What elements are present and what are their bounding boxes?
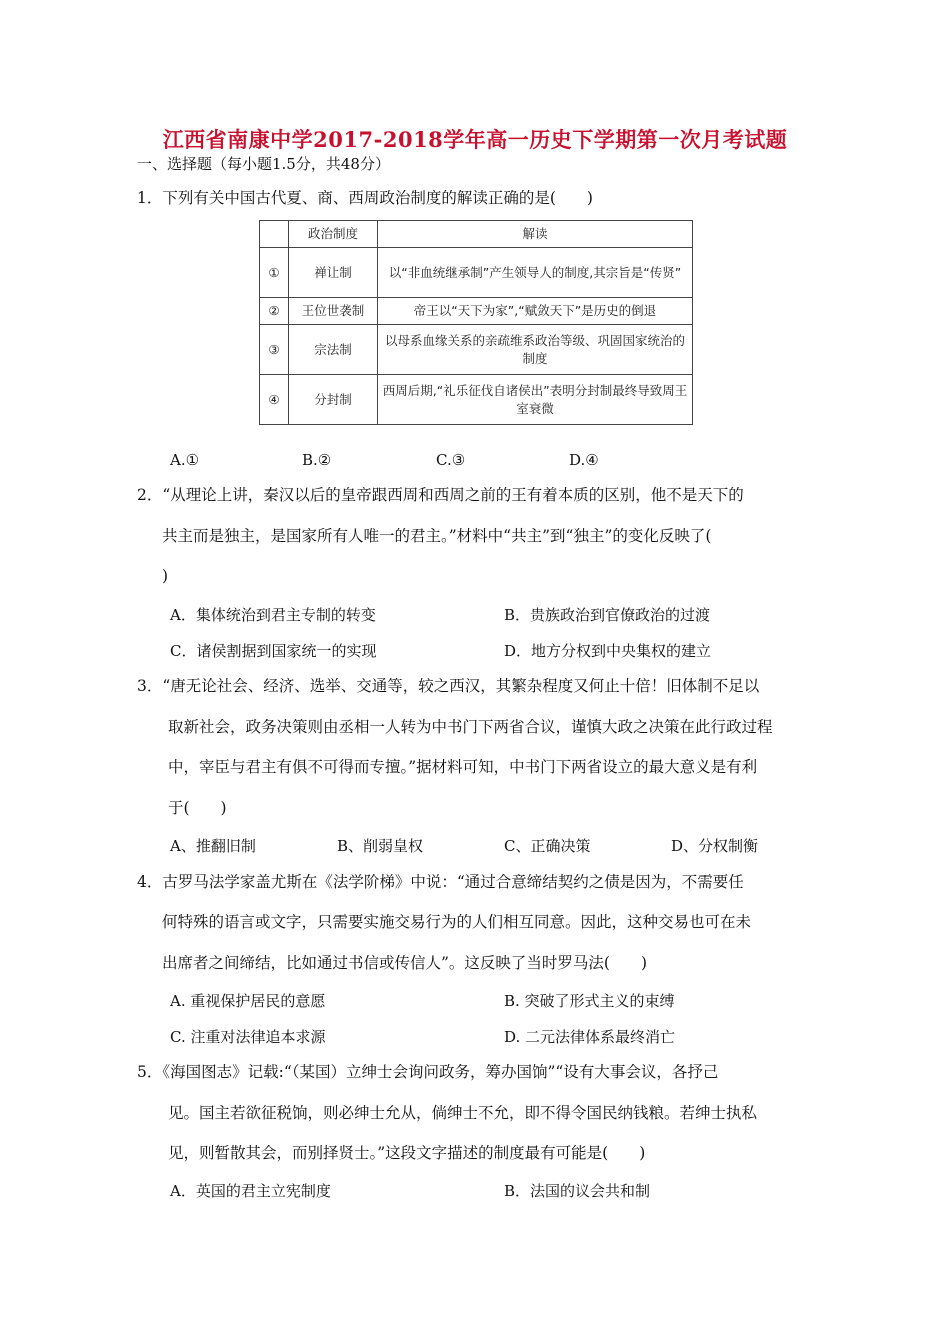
q5-stem-line: 见。国主若欲征税饷，则必绅士允从，倘绅士不允，即不得令国民纳钱粮。若绅士执私 bbox=[168, 1104, 758, 1122]
row-system: 宗法制 bbox=[289, 325, 378, 375]
q4-option-d[interactable]: D. 二元法律体系最终消亡 bbox=[504, 1028, 676, 1046]
q3-stem-line: 于( ) bbox=[168, 799, 227, 817]
row-system: 王位世袭制 bbox=[289, 298, 378, 325]
q5-option-b[interactable]: B．法国的议会共和制 bbox=[504, 1182, 651, 1200]
q2-option-d[interactable]: D．地方分权到中央集权的建立 bbox=[504, 642, 712, 660]
q2-option-b[interactable]: B．贵族政治到官僚政治的过渡 bbox=[504, 606, 711, 624]
q1-option-d[interactable]: D.④ bbox=[569, 451, 599, 469]
q3-stem-line: 中，宰臣与君主有俱不可得而专擅。”据材料可知，中书门下两省设立的最大意义是有利 bbox=[168, 758, 758, 776]
q1-table bbox=[259, 220, 693, 425]
q5-option-a[interactable]: A．英国的君主立宪制度 bbox=[170, 1182, 331, 1200]
q5-stem-line: 见，则暂散其会，而别择贤士。”这段文字描述的制度最有可能是( ) bbox=[168, 1144, 646, 1162]
table-header-cell bbox=[260, 221, 289, 248]
table-row bbox=[260, 325, 693, 375]
q2-option-c[interactable]: C．诸侯割据到国家统一的实现 bbox=[170, 642, 377, 660]
q2-stem-line: 2．“从理论上讲，秦汉以后的皇帝跟西周和西周之前的王有着本质的区别，他不是天下的 bbox=[137, 486, 744, 504]
q1-stem: 1．下列有关中国古代夏、商、西周政治制度的解读正确的是( ) bbox=[137, 189, 593, 207]
q2-option-a[interactable]: A．集体统治到君主专制的转变 bbox=[170, 606, 376, 624]
q1-option-a[interactable]: A.① bbox=[170, 451, 200, 469]
q3-stem-line: 3．“唐无论社会、经济、选举、交通等，较之西汉，其繁杂程度又何止十倍！旧体制不足以 bbox=[137, 677, 760, 695]
q4-option-c[interactable]: C. 注重对法律追本求源 bbox=[170, 1028, 326, 1046]
q2-stem-line: ) bbox=[162, 567, 169, 585]
q4-stem-line: 4．古罗马法学家盖尤斯在《法学阶梯》中说：“通过合意缔结契约之债是因为，不需要任 bbox=[137, 873, 744, 891]
q4-stem-line: 出席者之间缔结，比如通过书信或传信人”。这反映了当时罗马法( ) bbox=[162, 954, 648, 972]
q1-option-b[interactable]: B.② bbox=[302, 451, 332, 469]
q1-option-c[interactable]: C.③ bbox=[436, 451, 466, 469]
row-description: 西周后期,“礼乐征伐自诸侯出”表明分封制最终导致周王室衰微 bbox=[378, 375, 693, 425]
row-description: 以母系血缘关系的亲疏维系政治等级、巩固国家统治的制度 bbox=[378, 325, 693, 375]
section-heading: 一、选择题（每小题1.5分，共48分） bbox=[137, 155, 390, 173]
row-system: 分封制 bbox=[289, 375, 378, 425]
row-number: ③ bbox=[260, 325, 289, 375]
q3-option-c[interactable]: C、正确决策 bbox=[504, 837, 591, 855]
q4-option-b[interactable]: B. 突破了形式主义的束缚 bbox=[504, 992, 675, 1010]
row-description: 以“非血统继承制”产生领导人的制度,其宗旨是“传贤” bbox=[378, 248, 693, 298]
table-row bbox=[260, 248, 693, 298]
q3-option-a[interactable]: A、推翻旧制 bbox=[170, 837, 256, 855]
exam-title: 江西省南康中学2017-2018学年高一历史下学期第一次月考试题 bbox=[162, 127, 788, 152]
q3-stem-line: 取新社会，政务决策则由丞相一人转为中书门下两省合议，谨慎大政之决策在此行政过程 bbox=[168, 718, 773, 736]
q5-stem-line: 5．《海国图志》记载:“（某国）立绅士会询问政务，筹办国饷”“设有大事会议，各抒己 bbox=[137, 1063, 719, 1081]
table-row bbox=[260, 375, 693, 425]
row-number: ① bbox=[260, 248, 289, 298]
row-number: ② bbox=[260, 298, 289, 325]
q3-option-b[interactable]: B、削弱皇权 bbox=[337, 837, 424, 855]
q4-stem-line: 何特殊的语言或文字，只需要实施交易行为的人们相互同意。因此，这种交易也可在未 bbox=[162, 913, 752, 931]
q4-option-a[interactable]: A. 重视保护居民的意愿 bbox=[170, 992, 326, 1010]
table-header-cell: 解读 bbox=[378, 221, 693, 248]
table-row bbox=[260, 298, 693, 325]
row-number: ④ bbox=[260, 375, 289, 425]
q2-stem-line: 共主而是独主，是国家所有人唯一的君主。”材料中“共主”到“独主”的变化反映了( bbox=[162, 527, 712, 545]
table-header-cell: 政治制度 bbox=[289, 221, 378, 248]
q3-option-d[interactable]: D、分权制衡 bbox=[671, 837, 759, 855]
row-system: 禅让制 bbox=[289, 248, 378, 298]
row-description: 帝王以“天下为家”,“赋敛天下”是历史的倒退 bbox=[378, 298, 693, 325]
